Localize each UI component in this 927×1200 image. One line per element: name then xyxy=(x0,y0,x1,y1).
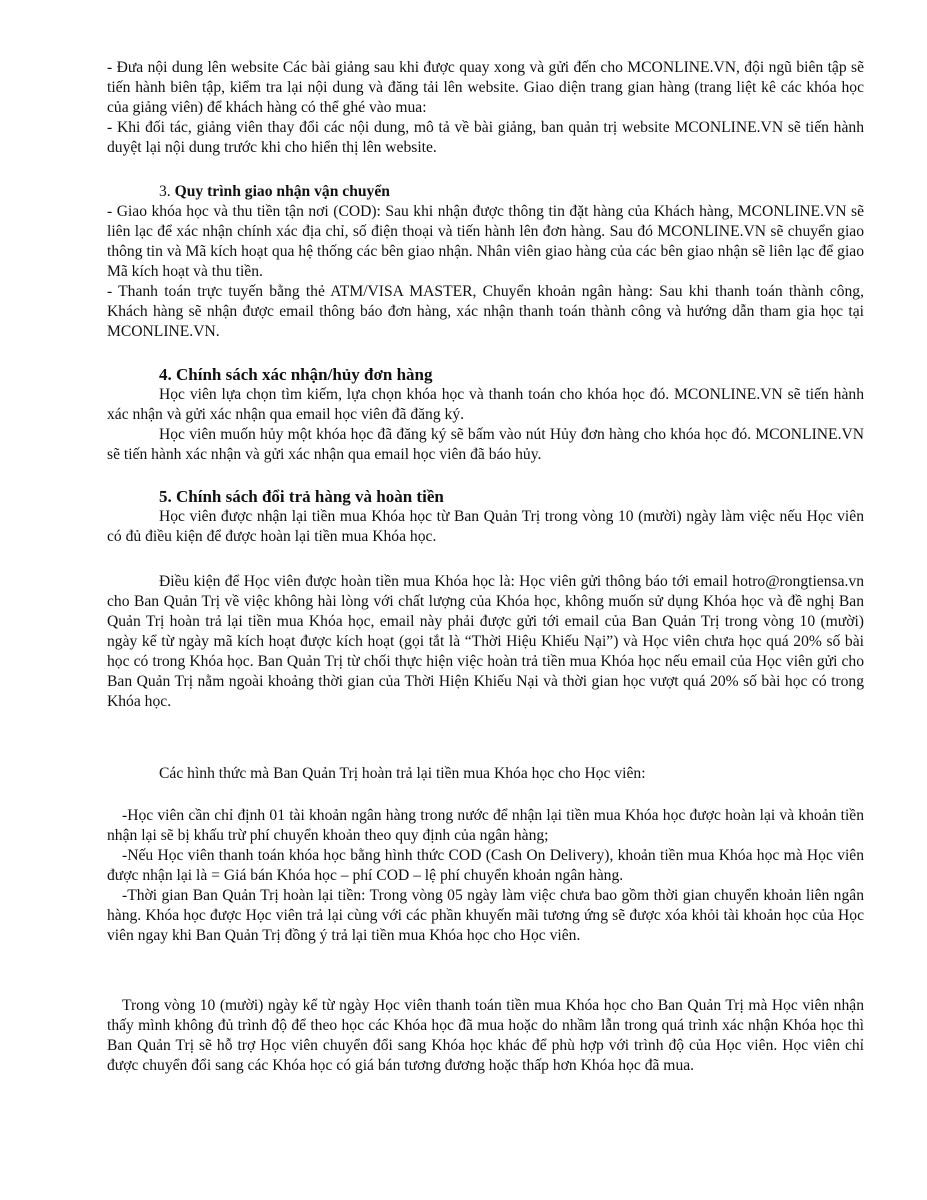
paragraph: - Đưa nội dung lên website Các bài giảng sau khi được quay xong và gửi đến cho MCONLINE.VN, đội ngũ biên tập sẽ tiến hành biên tập, kiểm tra lại nội dung và đăng tải lên website. Giao diện trang gian hàng (trang liệt kê các khóa học của giảng viên) để khách hàng có thể ghé vào mua: xyxy=(107,59,864,116)
refund-conditions xyxy=(107,572,864,712)
paragraph: Học viên lựa chọn tìm kiếm, lựa chọn khóa học và thanh toán cho khóa học đó. MCONLINE.VN sẽ tiến hành xác nhận và gửi xác nhận qua email học viên đã đăng ký. xyxy=(107,386,864,423)
section-5 xyxy=(107,487,864,547)
section-title: Quy trình giao nhận vận chuyển xyxy=(174,183,390,200)
section-3 xyxy=(107,182,864,342)
paragraph: - Giao khóa học và thu tiền tận nơi (COD): Sau khi nhận được thông tin đặt hàng của Khách hàng, MCONLINE.VN sẽ liên lạc để xác nhận chính xác địa chỉ, số điện thoại và tiến hành lên đơn hàng. Sau đó MCONLINE.VN sẽ chuyển giao thông tin và Mã kích hoạt qua hệ thống các bên giao nhận. Nhân viên giao hàng của các bên giao nhận sẽ liên lạc để giao Mã kích hoạt và thu tiền. xyxy=(107,203,864,280)
paragraph: - Khi đối tác, giảng viên thay đổi các nội dung, mô tả về bài giảng, ban quản trị website MCONLINE.VN sẽ tiến hành duyệt lại nội dung trước khi cho hiển thị lên website. xyxy=(107,119,864,156)
paragraph: Học viên được nhận lại tiền mua Khóa học từ Ban Quản Trị trong vòng 10 (mười) ngày làm việc nếu Học viên có đủ điều kiện để được hoàn lại tiền mua Khóa học. xyxy=(107,508,864,545)
section-heading xyxy=(107,182,864,202)
list-item: -Thời gian Ban Quản Trị hoàn lại tiền: Trong vòng 05 ngày làm việc chưa bao gồm thời gian chuyển khoản liên ngân hàng. Khóa học được Học viên trả lại cùng với các phần khuyến mãi tương ứng sẽ được xóa khỏi tài khoản học của Học viên ngay khi Ban Quản Trị đồng ý trả lại tiền mua Khóa học cho Học viên. xyxy=(107,887,864,944)
section-2-continued xyxy=(107,58,864,158)
section-number: 3. xyxy=(159,183,171,200)
paragraph: Điều kiện để Học viên được hoàn tiền mua Khóa học là: Học viên gửi thông báo tới email hotro@rongtiensa.vn cho Ban Quản Trị về việc không hài lòng với chất lượng của Khóa học, không muốn sử dụng Khóa học và đề nghị Ban Quản Trị hoàn trả lại tiền mua Khóa học, email này phải được gửi tới email của Ban Quản Trị trong vòng 10 (mười) ngày kể từ ngày mã kích hoạt được kích hoạt (gọi tắt là “Thời Hiệu Khiếu Nại”) và Học viên chưa học quá 20% số bài học có trong Khóa học. Ban Quản Trị từ chối thực hiện việc hoàn trả tiền mua Khóa học nếu email của Học viên gửi cho Ban Quản Trị nằm ngoài khoảng thời gian của Thời Hiện Khiếu Nại và thời gian học vượt quá 20% số bài học có trong Khóa học. xyxy=(107,573,864,710)
list-item: -Học viên cần chỉ định 01 tài khoản ngân hàng trong nước để nhận lại tiền mua Khóa học được hoàn lại và khoản tiền nhận lại sẽ bị khấu trừ phí chuyển khoản theo quy định của ngân hàng; xyxy=(107,807,864,844)
section-heading: 5. Chính sách đổi trả hàng và hoàn tiền xyxy=(159,487,444,506)
refund-methods-list xyxy=(107,806,864,946)
paragraph: Các hình thức mà Ban Quản Trị hoàn trả lại tiền mua Khóa học cho Học viên: xyxy=(159,765,646,782)
paragraph: Học viên muốn hủy một khóa học đã đăng ký sẽ bấm vào nút Hủy đơn hàng cho khóa học đó. MCONLINE.VN sẽ tiến hành xác nhận và gửi xác nhận qua email học viên đã báo hủy. xyxy=(107,426,864,463)
section-4 xyxy=(107,365,864,465)
refund-methods-intro xyxy=(107,764,864,784)
paragraph: Trong vòng 10 (mười) ngày kể từ ngày Học viên thanh toán tiền mua Khóa học cho Ban Quản Trị mà Học viên nhận thấy mình không đủ trình độ để theo học các Khóa học đã mua hoặc do nhầm lẫn trong quá trình xác nhận Khóa học thì Ban Quản Trị sẽ hỗ trợ Học viên chuyển đổi sang Khóa học khác để phù hợp với trình độ của Học viên. Học viên chỉ được chuyển đổi sang các Khóa học có giá bán tương đương hoặc thấp hơn Khóa học đã mua. xyxy=(107,997,864,1074)
course-exchange xyxy=(107,996,864,1076)
section-heading: 4. Chính sách xác nhận/hủy đơn hàng xyxy=(159,365,433,384)
paragraph: - Thanh toán trực tuyến bằng thẻ ATM/VISA MASTER, Chuyển khoản ngân hàng: Sau khi thanh toán thành công, Khách hàng sẽ nhận được email thông báo đơn hàng, xác nhận thanh toán thành công và hướng dẫn tham gia học tại MCONLINE.VN. xyxy=(107,283,864,340)
list-item: -Nếu Học viên thanh toán khóa học bằng hình thức COD (Cash On Delivery), khoản tiền mua Khóa học mà Học viên được nhận lại là = Giá bán Khóa học – phí COD – lệ phí chuyển khoản ngân hàng. xyxy=(107,847,864,884)
